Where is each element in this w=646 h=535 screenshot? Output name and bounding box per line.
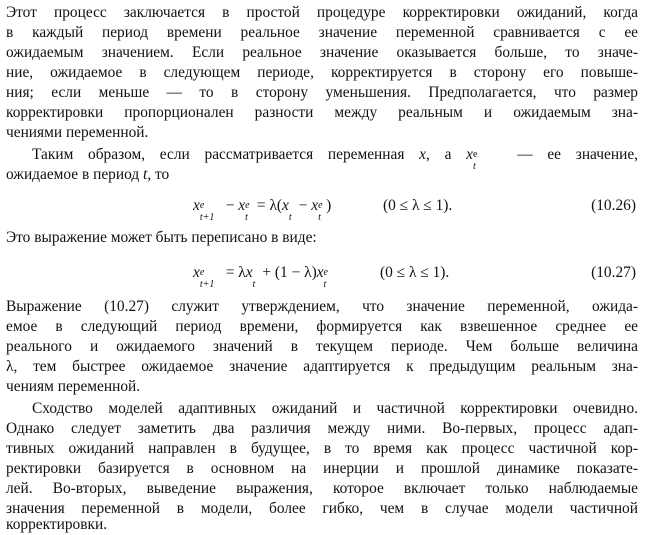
paragraph-2-line-1: Таким образом, если рассматривается переменная x, а x e t — ее значение,	[32, 146, 638, 172]
paragraph-3-line: Выражение (10.27) служит утверждением, что значение переменной, ожида-	[6, 298, 638, 315]
equation-10-27: x e t+1 = λx t + (1 − λ)x e t	[193, 264, 328, 290]
equation-10-26-condition: (0 ≤ λ ≤ 1).	[383, 197, 453, 214]
between-text: Это выражение может быть переписано в виде:	[6, 229, 317, 246]
operator: −	[294, 197, 312, 214]
paragraph-1-line: ожидаемым значением. Если реальное значение оказывается больше, то значе-	[6, 44, 638, 61]
variable: x	[419, 146, 427, 163]
operator: )	[326, 197, 332, 214]
var: x	[193, 197, 200, 214]
text: Таким образом, если рассматривается переменная	[32, 146, 420, 163]
paragraph-4-line: Однако следует заметить два различия между ними. Во-первых, процесс адап-	[6, 420, 638, 437]
paragraph-3-line: емое в следующий период времени, формируется как взвешенное среднее ее	[6, 318, 638, 335]
paragraph-1-line: ние, ожидаемое в следующем периоде, корректируется в сторону его повыше-	[6, 64, 638, 81]
paragraph-4-line: тивных ожиданий направлен в будущее, в то время как процесс частичной кор-	[6, 440, 638, 457]
paragraph-3-line: реального и ожидаемого значений в текущем периоде. Чем больше величина	[6, 338, 638, 355]
paragraph-1-line: Этот процесс заключается в простой процедуре корректировки ожиданий, когда	[6, 4, 638, 21]
paragraph-4-line: корректировки.	[6, 516, 108, 533]
var: x	[238, 197, 246, 214]
equation-10-27-number: (10.27)	[591, 264, 636, 281]
operator: −	[221, 197, 239, 214]
var: x	[282, 197, 289, 214]
text: , а	[426, 146, 467, 163]
operator: = λ(	[253, 197, 283, 214]
text: — ее значение,	[502, 146, 638, 163]
paragraph-1-line: корректировки пропорционален разности между реальным и ожидаемым зна-	[6, 104, 638, 121]
var: x	[245, 264, 253, 281]
text: ожидаемое в период	[6, 166, 144, 183]
text: , то	[147, 166, 170, 183]
var: x	[193, 264, 200, 281]
paragraph-1-line: ния; если меньше — то в сторону уменьшения. Предполагается, что размер	[6, 84, 638, 101]
equation-10-26: x e t+1 − x e t = λ(x t − x e t )	[193, 197, 332, 223]
operator: + (1 − λ)	[258, 264, 317, 281]
paragraph-2-line-2	[6, 165, 638, 185]
paragraph-1-line: чениями переменной.	[6, 124, 149, 141]
paragraph-4-line: лей. Во-вторых, выведение выражения, которое включает только наблюдаемые	[6, 480, 638, 497]
equation-10-27-condition: (0 ≤ λ ≤ 1).	[380, 264, 450, 281]
paragraph-1-line: в каждый период времени реальное значение переменной сравнивается с ее	[6, 24, 638, 41]
operator: = λ	[221, 264, 246, 281]
paragraph-3-line: λ, тем быстрее ожидаемое значение адаптируется к предыдущим реальным зна-	[6, 358, 638, 375]
paragraph-4-line: значения переменной в модели, более гибко, чем в случае модели частичной	[6, 500, 638, 517]
equation-10-26-number: (10.26)	[591, 197, 636, 214]
variable: x	[466, 146, 474, 163]
paragraph-4-line: ректировки базируется в основном на инерции и прошлой динамике показате-	[6, 460, 638, 477]
var: x	[316, 264, 324, 281]
variable: t	[143, 166, 148, 183]
var: x	[311, 197, 319, 214]
paragraph-4-line: Сходство моделей адаптивных ожиданий и частичной корректировки очевидно.	[32, 400, 638, 417]
paragraph-3-line: чениям переменной.	[6, 378, 141, 395]
